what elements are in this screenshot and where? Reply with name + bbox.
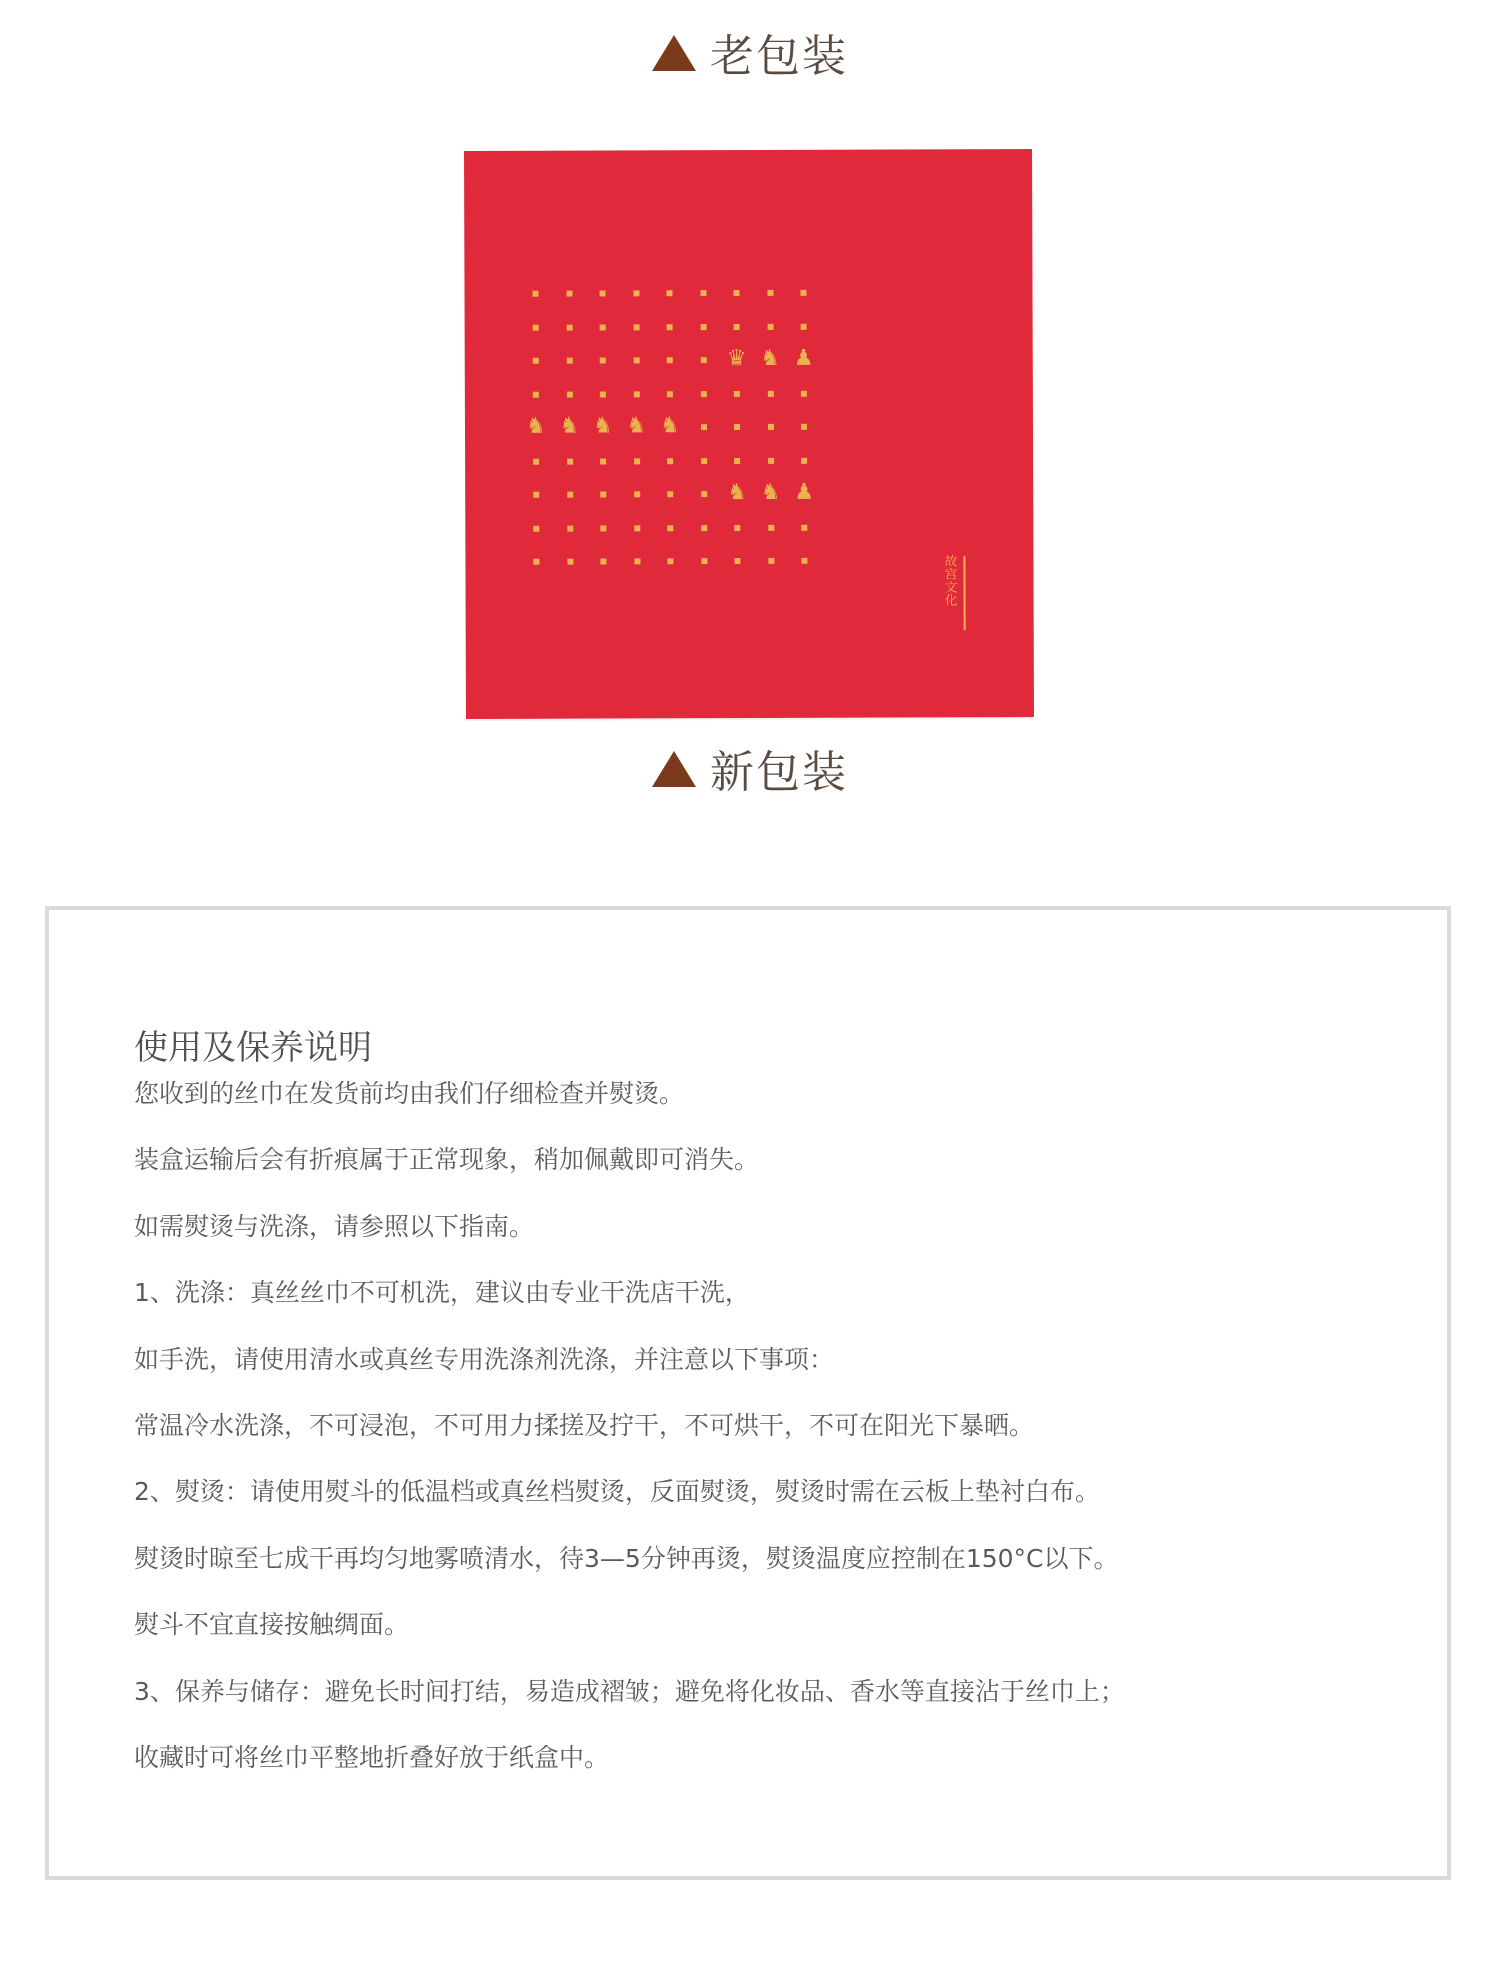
pattern-dot bbox=[566, 358, 572, 364]
pattern-dot bbox=[533, 358, 539, 364]
pattern-dot bbox=[767, 390, 773, 396]
pattern-dot bbox=[634, 558, 640, 564]
pattern-dot bbox=[533, 391, 539, 397]
pattern-dot bbox=[767, 323, 773, 329]
care-line: 装盒运输后会有折痕属于正常现象，稍加佩戴即可消失。 bbox=[134, 1145, 760, 1175]
pattern-dot bbox=[600, 324, 606, 330]
pattern-dot bbox=[634, 525, 640, 531]
pattern-dot bbox=[533, 324, 539, 330]
pattern-grid bbox=[525, 290, 814, 531]
guardian-figure-icon: ♞ bbox=[592, 413, 613, 439]
pattern-dot bbox=[768, 457, 774, 463]
brand-seal-text: 故宫文化 bbox=[941, 554, 957, 607]
care-line: 如手洗，请使用清水或真丝专用洗涤剂洗涤，并注意以下事项： bbox=[134, 1344, 835, 1374]
care-line: 熨斗不宜直接按触绸面。 bbox=[134, 1610, 410, 1640]
pattern-dot bbox=[667, 324, 673, 330]
guardian-figure-icon: ♟ bbox=[793, 345, 814, 371]
pattern-dot bbox=[600, 491, 606, 497]
pattern-dot bbox=[567, 559, 573, 565]
guardian-figure-icon: ♞ bbox=[626, 413, 647, 439]
pattern-dot bbox=[566, 391, 572, 397]
new-packaging-image bbox=[464, 149, 1034, 719]
pattern-dot bbox=[701, 458, 707, 464]
care-line: 收藏时可将丝巾平整地折叠好放于纸盒中。 bbox=[134, 1742, 610, 1772]
pattern-dot bbox=[800, 290, 806, 296]
pattern-dot bbox=[701, 491, 707, 497]
guardian-figure-icon: ♞ bbox=[727, 480, 747, 506]
pattern-dot bbox=[700, 391, 706, 397]
pattern-dot bbox=[600, 391, 606, 397]
pattern-dot bbox=[667, 525, 673, 531]
brand-seal bbox=[935, 554, 961, 636]
pattern-dot bbox=[767, 424, 773, 430]
care-line: 常温冷水洗涤，不可浸泡，不可用力揉搓及拧干，不可烘干，不可在阳光下暴晒。 bbox=[134, 1410, 1035, 1440]
new-packaging-caption bbox=[0, 738, 1500, 798]
pattern-dot bbox=[700, 324, 706, 330]
seal-divider bbox=[963, 556, 965, 630]
pattern-dot bbox=[734, 558, 740, 564]
new-packaging-label: 新包装 bbox=[710, 747, 848, 798]
pattern-dot bbox=[533, 525, 539, 531]
care-instructions-list bbox=[134, 1078, 1394, 1808]
pattern-dot bbox=[700, 424, 706, 430]
pattern-dot bbox=[600, 558, 606, 564]
pattern-dot bbox=[734, 324, 740, 330]
pattern-dot bbox=[634, 491, 640, 497]
pattern-dot bbox=[667, 458, 673, 464]
care-line: 您收到的丝巾在发货前均由我们仔细检查并熨烫。 bbox=[134, 1079, 685, 1108]
pattern-dot bbox=[768, 558, 774, 564]
pattern-dot bbox=[566, 324, 572, 330]
care-title: 使用及保养说明 bbox=[134, 1028, 372, 1068]
pattern-dot bbox=[566, 291, 572, 297]
pattern-dot bbox=[633, 324, 639, 330]
pattern-dot bbox=[701, 525, 707, 531]
guardian-figure-icon: ♞ bbox=[659, 413, 680, 439]
old-packaging-caption bbox=[0, 22, 1500, 82]
care-instructions-panel bbox=[45, 906, 1451, 1880]
pattern-dot bbox=[599, 291, 605, 297]
care-line: 1、洗涤：真丝丝巾不可机洗，建议由专业干洗店干洗， bbox=[134, 1278, 750, 1308]
pattern-dot bbox=[633, 357, 639, 363]
pattern-dot bbox=[734, 391, 740, 397]
pattern-dot bbox=[533, 492, 539, 498]
pattern-dot bbox=[667, 391, 673, 397]
pattern-dot bbox=[567, 458, 573, 464]
pattern-dot bbox=[667, 491, 673, 497]
pattern-dot bbox=[801, 524, 807, 530]
care-line: 3、保养与储存：避免长时间打结，易造成褶皱；避免将化妆品、香水等直接沾于丝巾上； bbox=[134, 1676, 1125, 1706]
pattern-dot bbox=[734, 458, 740, 464]
pattern-dot bbox=[667, 558, 673, 564]
triangle-up-icon bbox=[652, 751, 696, 787]
care-line: 2、熨烫：请使用熨斗的低温档或真丝档熨烫，反面熨烫，熨烫时需在云板上垫衬白布。 bbox=[134, 1477, 1100, 1507]
pattern-dot bbox=[567, 492, 573, 498]
pattern-dot bbox=[533, 559, 539, 565]
pattern-dot bbox=[733, 290, 739, 296]
guardian-figure-icon: ♞ bbox=[559, 413, 580, 439]
pattern-dot bbox=[801, 390, 807, 396]
pattern-dot bbox=[600, 525, 606, 531]
guardian-figure-icon: ♛ bbox=[726, 346, 747, 372]
pattern-dot bbox=[600, 458, 606, 464]
guardian-figure-icon: ♟ bbox=[794, 479, 814, 505]
care-line: 如需熨烫与洗涤，请参照以下指南。 bbox=[134, 1211, 535, 1241]
pattern-dot bbox=[633, 290, 639, 296]
pattern-dot bbox=[667, 357, 673, 363]
pattern-dot bbox=[801, 323, 807, 329]
pattern-dot bbox=[734, 424, 740, 430]
pattern-dot bbox=[768, 524, 774, 530]
pattern-dot bbox=[801, 424, 807, 430]
pattern-dot bbox=[600, 357, 606, 363]
triangle-up-icon bbox=[652, 35, 696, 71]
guardian-figure-icon: ♞ bbox=[760, 479, 781, 505]
old-packaging-label: 老包装 bbox=[710, 31, 848, 82]
pattern-dot bbox=[701, 558, 707, 564]
pattern-dot bbox=[767, 290, 773, 296]
pattern-dot bbox=[533, 458, 539, 464]
pattern-dot bbox=[567, 525, 573, 531]
pattern-dot bbox=[801, 457, 807, 463]
pattern-dot bbox=[532, 291, 538, 297]
guardian-figure-icon: ♞ bbox=[525, 413, 546, 439]
care-line: 熨烫时晾至七成干再均匀地雾喷清水，待3—5分钟再烫，熨烫温度应控制在150°C以下。 bbox=[134, 1543, 1119, 1573]
pattern-dot bbox=[801, 558, 807, 564]
pattern-dot bbox=[700, 357, 706, 363]
pattern-dot bbox=[734, 525, 740, 531]
pattern-dot bbox=[700, 290, 706, 296]
guardian-figure-icon: ♞ bbox=[760, 345, 781, 371]
pattern-dot bbox=[666, 290, 672, 296]
pattern-dot bbox=[634, 458, 640, 464]
pattern-dot bbox=[633, 391, 639, 397]
